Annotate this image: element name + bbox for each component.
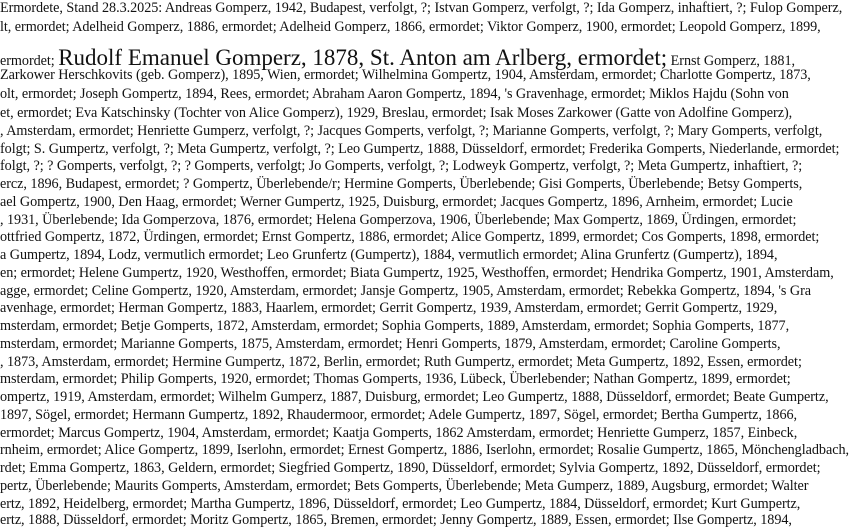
list-line: olt, ermordet; Joseph Gompertz, 1894, Rees, ermordet; Abraham Aaron Gompertz, 1894, 's Gravenhage, ermordet; Miklos Hajdu (Sohn von (0, 86, 789, 102)
list-line: Ermordete, Stand 28.3.2025: Andreas Gomperz, 1942, Budapest, verfolgt, ?; Istvan Gomperz, verfolgt, ?; Ida Gomperz, inhaftiert, ?; Fulop Gomperz, (0, 0, 843, 16)
list-line: rnheim, ermordet; Alice Gompertz, 1899, Iserlohn, ermordet; Ernest Gompertz, 1886, Iserlohn, ermordet; Rosalie Gumpertz, 1865, Mönchengladbach, (0, 442, 849, 458)
list-line: lt, ermordet; Adelheid Gomperz, 1886, ermordet; Adelheid Gomperz, 1866, ermordet; Viktor Gomperz, 1900, ermordet; Leopold Gomperz, 1899, (0, 19, 821, 35)
list-line: rdet; Emma Gompertz, 1863, Geldern, ermordet; Siegfried Gompertz, 1890, Düsseldorf, ermordet; Sylvia Gompertz, 1892, Düsseldorf, ermordet; (0, 460, 821, 476)
list-line: msterdam, ermordet; Marianne Gomperts, 1875, Amsterdam, ermordet; Henri Gomperts, 1879, Amsterdam, ermordet; Caroline Gomperts, (0, 336, 781, 352)
list-line: msterdam, ermordet; Philip Gomperts, 1920, ermordet; Thomas Gomperts, 1936, Lübeck, Überlebender; Nathan Gompertz, 1899, ermordet; (0, 371, 791, 387)
list-line: ottfried Gompertz, 1872, Ürdingen, ermordet; Ernst Gompertz, 1886, ermordet; Alice Gompertz, 1899, ermordet; Cos Gomperts, 1898, ermordet; (0, 229, 820, 245)
list-line: agge, ermordet; Celine Gompertz, 1920, Amsterdam, ermordet; Jansje Gompertz, 1905, Amsterdam, ermordet; Rebekka Gompertz, 1894, 's Gra (0, 283, 812, 299)
list-line: en; ermordet; Helene Gumpertz, 1920, Westhoffen, ermordet; Biata Gumpertz, 1925, Westhoffen, ermordet; Hendrika Gompertz, 1901, Amsterdam, (0, 265, 834, 281)
list-line: folgt; S. Gumpertz, verfolgt, ?; Meta Gumpertz, verfolgt, ?; Leo Gumpertz, 1888, Düsseldorf, ermordet; Frederika Gomperts, Niederlande, ermordet; (0, 141, 840, 157)
list-line: , Amsterdam, ermordet; Henriette Gumperz, verfolgt, ?; Jacques Gomperts, verfolgt, ?; Marianne Gomperts, verfolgt, ?; Mary Gomperts, verfolgt, (0, 123, 823, 139)
list-line: ompertz, 1919, Amsterdam, ermordet; Wilhelm Gumperz, 1887, Duisburg, ermordet; Leo Gumpertz, 1888, Düsseldorf, ermordet; Beate Gumpertz, (0, 389, 829, 405)
list-line: folgt, ?; ? Gomperts, verfolgt, ?; ? Gomperts, verfolgt; Jo Gomperts, verfolgt, ?; Lodweyk Gompertz, verfolgt, ?; Meta Gumpertz, inhaftiert, ?; (0, 158, 803, 174)
list-line: , 1873, Amsterdam, ermordet; Hermine Gumpertz, 1872, Berlin, ermordet; Ruth Gumpertz, ermordet; Meta Gumpertz, 1892, Essen, ermordet; (0, 354, 802, 370)
list-line: ertz, 1892, Heidelberg, ermordet; Martha Gumpertz, 1896, Düsseldorf, ermordet; Leo Gumpertz, 1884, Düsseldorf, ermordet; Kurt Gumpertz, (0, 496, 801, 512)
list-line: ertz, 1888, Düsseldorf, ermordet; Moritz Gompertz, 1865, Bremen, ermordet; Jenny Gompertz, 1889, Essen, ermordet; Ilse Gompertz, 1894, (0, 512, 792, 528)
featured-line-prefix: ermordet; (0, 53, 59, 69)
featured-name: Rudolf Emanuel Gomperz, 1878, St. Anton am Arlberg, ermordet; (58, 45, 668, 70)
list-line: ercz, 1896, Budapest, ermordet; ? Gompertz, Überlebende/r; Hermine Gomperts, Überlebende; Gisi Gomperts, Überlebende; Betsy Gomperts, (0, 176, 803, 192)
list-line: ael Gompertz, 1900, Den Haag, ermordet; Werner Gumpertz, 1925, Duisburg, ermordet; Jacques Gompertz, 1896, Arnheim, ermordet; Lucie (0, 194, 793, 210)
list-line: ermordet; Marcus Gompertz, 1904, Amsterdam, ermordet; Kaatja Gomperts, 1862 Amsterdam, ermordet; Henriette Gumperz, 1857, Einbeck, (0, 425, 798, 441)
list-line: a Gumpertz, 1894, Lodz, vermutlich ermordet; Leo Grunfertz (Gumpertz), 1884, vermutlich ermordet; Alina Grunfertz (Gumpertz), 1894, (0, 247, 778, 263)
list-line: pertz, Überlebende; Maurits Gomperts, Amsterdam, ermordet; Bets Gomperts, Überlebende; Meta Gumperz, 1889, Augsburg, ermordet; Walter (0, 478, 809, 494)
list-line: msterdam, ermordet; Betje Gomperts, 1872, Amsterdam, ermordet; Sophia Gomperts, 1889, Amsterdam, ermordet; Sophia Gomperts, 1877, (0, 318, 790, 334)
list-line: Zarkower Herschkovits (geb. Gomperz), 1895, Wien, ermordet; Wilhelmina Gompertz, 1904, Amsterdam, ermordet; Charlotte Gompertz, 1873, (0, 67, 811, 83)
list-line: avenhage, ermordet; Herman Gompertz, 1883, Haarlem, ermordet; Gerrit Gompertz, 1939, Amsterdam, ermordet; Gerrit Gompertz, 1929, (0, 300, 778, 316)
list-line: et, ermordet; Eva Katschinsky (Tochter von Alice Gomperz), 1929, Breslau, ermordet; Isak Moses Zarkower (Gatte von Adolfine Gomperz), (0, 105, 793, 121)
featured-line-suffix: Ernst Gomperz, 1881, (667, 53, 795, 69)
list-line: , 1931, Überlebende; Ida Gomperzova, 1876, ermordet; Helena Gomperzova, 1906, Überlebende; Max Gompertz, 1869, Ürdingen, ermordet; (0, 212, 797, 228)
list-line: 1897, Sögel, ermordet; Hermann Gumpertz, 1892, Rhaudermoor, ermordet; Adele Gumpertz, 1897, Sögel, ermordet; Bertha Gumpertz, 1866, (0, 407, 798, 423)
